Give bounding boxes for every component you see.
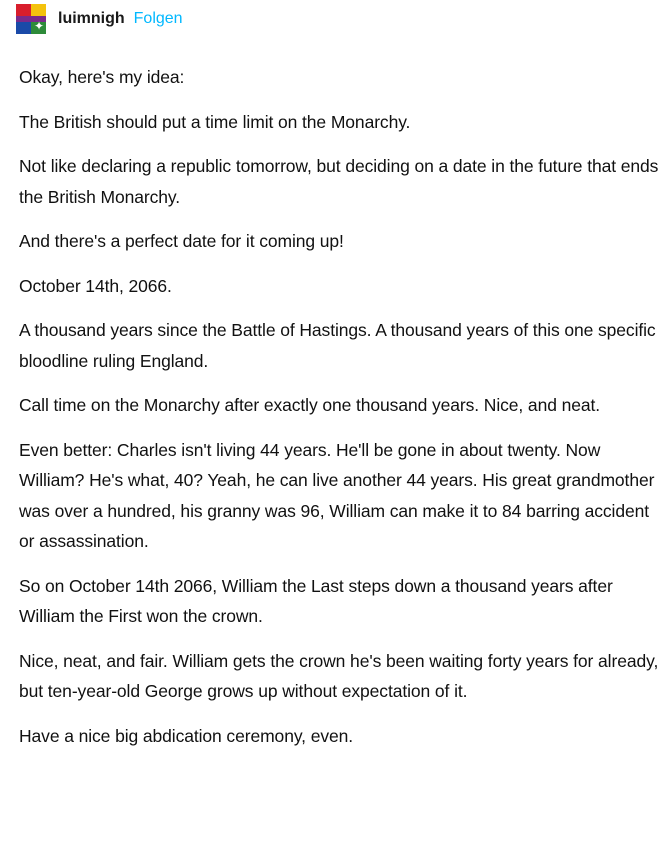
username[interactable]: luimnigh — [58, 10, 125, 27]
post-paragraph: Not like declaring a republic tomorrow, but deciding on a date in the future that ends the British Monarchy. — [19, 156, 659, 207]
post-paragraph: Call time on the Monarchy after exactly one thousand years. Nice, and neat. — [19, 395, 601, 415]
post-paragraph: Okay, here's my idea: — [19, 67, 185, 87]
post-paragraph: October 14th, 2066. — [19, 275, 172, 296]
post-paragraph: Nice, neat, and fair. William gets the crown he's been waiting forty years for already, but ten-year-old George grows up without expectation of it. — [19, 650, 659, 701]
post-paragraph: The British should put a time limit on the Monarchy. — [19, 111, 411, 132]
post-paragraph: And there's a perfect date for it coming up! — [19, 231, 344, 251]
post-paragraph: So on October 14th 2066, William the Last steps down a thousand years after William the First won the crown. — [19, 575, 613, 626]
flag-quadrant-avatar-icon: ✦ — [33, 19, 45, 33]
follow-button[interactable]: Folgen — [133, 10, 183, 27]
post-paragraph: Have a nice big abdication ceremony, even. — [19, 725, 354, 746]
post-body — [19, 62, 659, 765]
post-header — [16, 3, 183, 35]
post-paragraph: Even better: Charles isn't living 44 years. He'll be gone in about twenty. Now William? He's what, 40? Yeah, he can live another 44 years. His great grandmother was over a hundred, his granny was 96, William can make it to 84 barring accident or assassination. — [19, 439, 655, 551]
post-paragraph: A thousand years since the Battle of Hastings. A thousand years of this one specific bloodline ruling England. — [19, 320, 656, 371]
avatar[interactable] — [16, 4, 46, 34]
